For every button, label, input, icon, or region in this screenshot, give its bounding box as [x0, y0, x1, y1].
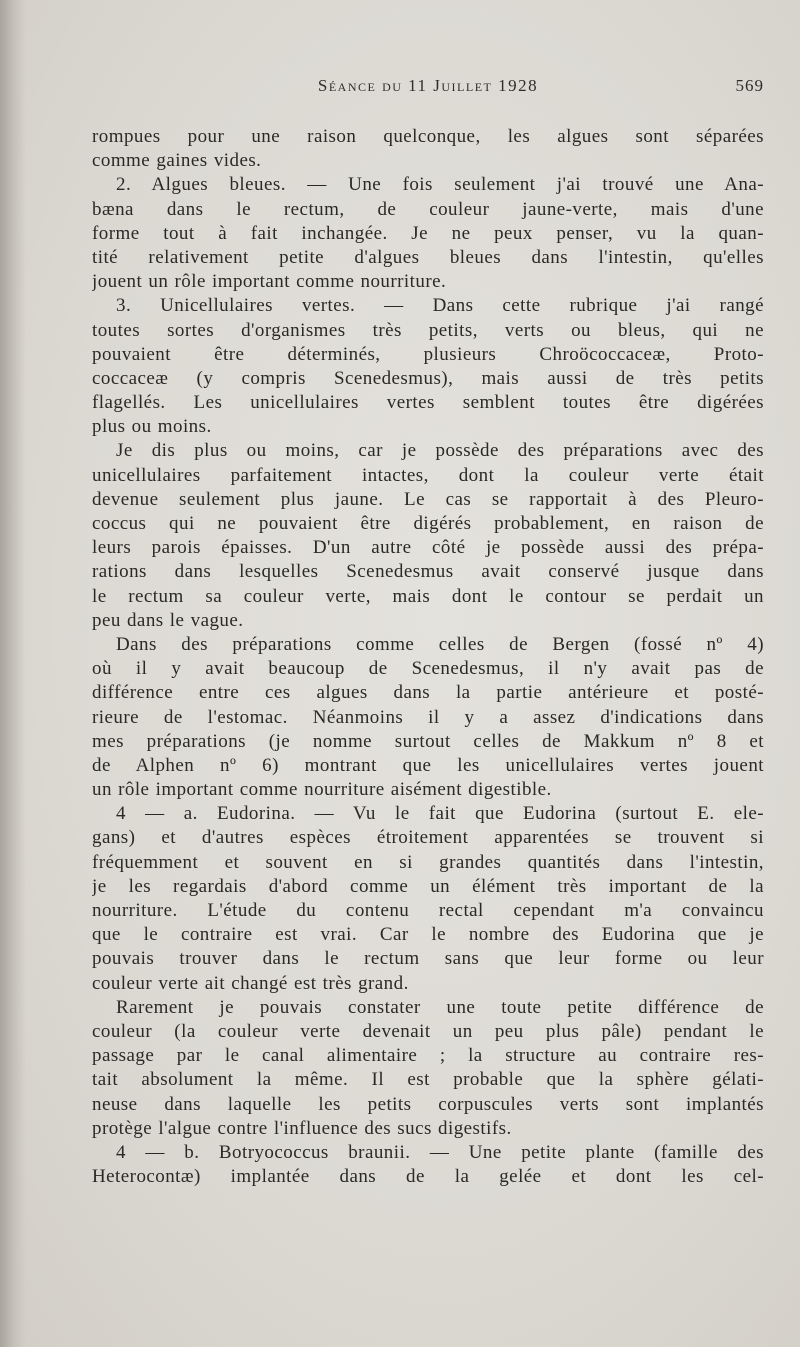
- text-line: mes préparations (je nomme surtout celles de Makkum nº 8 et: [92, 730, 764, 752]
- running-head: Séance du 11 Juillet 1928: [317, 76, 539, 95]
- text-line: nourriture. L'étude du contenu rectal cependant m'a convaincu: [92, 900, 764, 921]
- body-text: [92, 125, 764, 1189]
- text-line: devenue seulement plus jaune. Le cas se rapportait à des Pleuro-: [92, 488, 764, 510]
- text-line: de Alphen nº 6) montrant que les unicellulaires vertes jouent: [92, 754, 764, 776]
- text-line: rieure de l'estomac. Néanmoins il y a assez d'indications dans: [92, 706, 764, 728]
- text-line: coccaceæ (y compris Scenedesmus), mais aussi de très petits: [92, 367, 764, 389]
- text-line: que le contraire est vrai. Car le nombre des Eudorina que je: [92, 924, 764, 946]
- text-line: 4 — b. Botryococcus braunii. — Une petite plante (famille des: [116, 1141, 764, 1163]
- text-line: coccus qui ne pouvaient être digérés probablement, en raison de: [92, 513, 764, 534]
- text-line: couleur verte ait changé est très grand.: [92, 972, 409, 994]
- text-line: toutes sortes d'organismes très petits, verts ou bleus, qui ne: [92, 319, 764, 341]
- text-line: flagellés. Les unicellulaires vertes semblent toutes être digérées: [92, 392, 764, 414]
- text-line: tité relativement petite d'algues bleues dans l'intestin, qu'elles: [92, 246, 764, 268]
- text-line: jouent un rôle important comme nourriture.: [92, 271, 447, 293]
- page-number: 569: [735, 76, 764, 95]
- text-line: leurs parois épaisses. D'un autre côté je possède aussi des prépa-: [92, 537, 764, 559]
- text-line: 2. Algues bleues. — Une fois seulement j'ai trouvé une Ana-: [116, 174, 764, 196]
- text-line: rompues pour une raison quelconque, les algues sont séparées: [92, 126, 764, 147]
- text-line: différence entre ces algues dans la partie antérieure et posté-: [92, 682, 764, 704]
- text-line: Heterocontæ) implantée dans de la gelée et dont les cel-: [92, 1166, 764, 1188]
- book-spine-shadow: [0, 0, 26, 1347]
- page-header: [92, 76, 764, 106]
- text-line: comme gaines vides.: [92, 150, 262, 172]
- text-line: couleur (la couleur verte devenait un peu plus pâle) pendant le: [92, 1020, 764, 1042]
- text-line: le rectum sa couleur verte, mais dont le contour se perdait un: [92, 585, 764, 607]
- text-line: forme tout à fait inchangée. Je ne peux penser, vu la quan-: [92, 222, 764, 244]
- text-line: Rarement je pouvais constater une toute petite différence de: [116, 996, 764, 1018]
- text-line: pouvaient être déterminés, plusieurs Chroöcoccaceæ, Proto-: [92, 343, 764, 365]
- text-line: Je dis plus ou moins, car je possède des préparations avec des: [116, 440, 764, 462]
- text-line: gans) et d'autres espèces étroitement apparentées se trouvent si: [92, 827, 764, 849]
- text-line: 3. Unicellulaires vertes. — Dans cette rubrique j'ai rangé: [116, 295, 764, 317]
- text-line: pouvais trouver dans le rectum sans que leur forme ou leur: [92, 948, 764, 970]
- text-line: où il y avait beaucoup de Scenedesmus, il n'y avait pas de: [92, 658, 764, 680]
- text-line: rations dans lesquelles Scenedesmus avait conservé jusque dans: [92, 561, 764, 583]
- text-line: bæna dans le rectum, de couleur jaune-verte, mais d'une: [92, 198, 764, 220]
- text-line: neuse dans laquelle les petits corpuscules verts sont implantés: [92, 1093, 764, 1115]
- text-line: protège l'algue contre l'influence des sucs digestifs.: [92, 1117, 512, 1139]
- text-line: 4 — a. Eudorina. — Vu le fait que Eudorina (surtout E. ele-: [116, 803, 764, 825]
- text-line: peu dans le vague.: [92, 609, 244, 631]
- text-line: passage par le canal alimentaire ; la structure au contraire res-: [92, 1045, 764, 1067]
- text-line: fréquemment et souvent en si grandes quantités dans l'intestin,: [92, 851, 764, 873]
- text-line: un rôle important comme nourriture aisément digestible.: [92, 779, 552, 801]
- text-line: plus ou moins.: [92, 416, 212, 438]
- text-line: Dans des préparations comme celles de Bergen (fossé nº 4): [116, 633, 764, 655]
- text-line: unicellulaires parfaitement intactes, dont la couleur verte était: [92, 464, 764, 486]
- text-line: je les regardais d'abord comme un élément très important de la: [92, 875, 764, 897]
- text-line: tait absolument la même. Il est probable que la sphère gélati-: [92, 1069, 764, 1091]
